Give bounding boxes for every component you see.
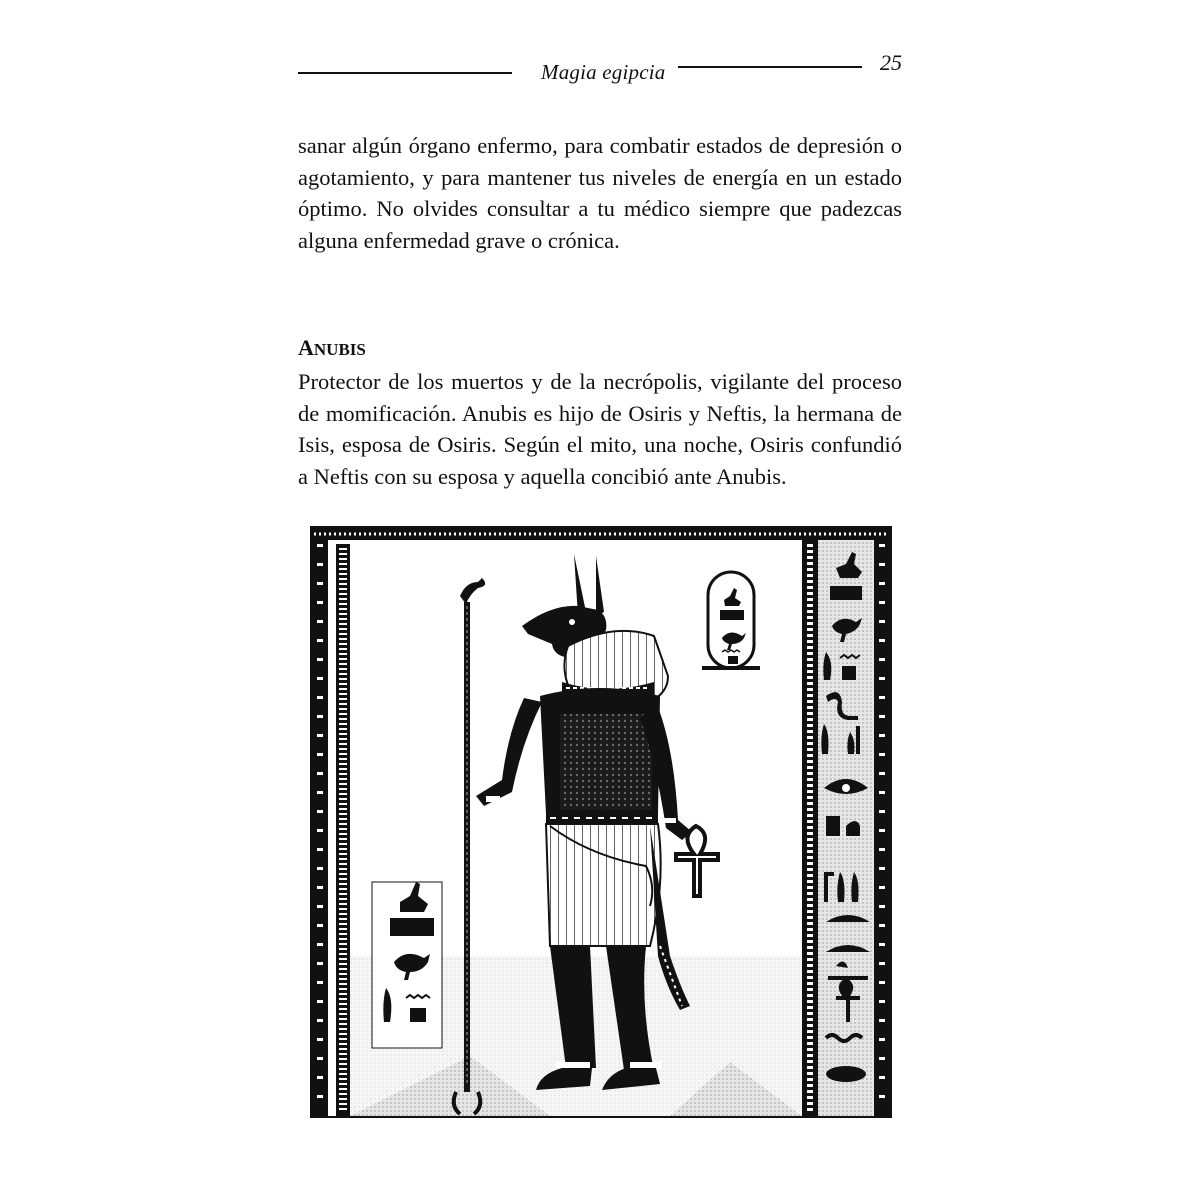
- running-title: Magia egipcia: [541, 60, 666, 84]
- left-column-border: [312, 540, 328, 1116]
- paragraph-1: sanar algún órgano enfermo, para combatir estados de depresión o agotamiento, y para mantener tus niveles de energía en un estado óptimo. No olvides consultar a tu médico siempre que padezcas alguna enfermedad grave o crónica.: [298, 133, 902, 253]
- heading-initial: A: [298, 335, 314, 360]
- anubis-illustration: [310, 526, 892, 1118]
- anubis-figure-icon: [310, 526, 892, 1118]
- header-rule-right: [678, 66, 862, 68]
- paragraph-anubis: Protector de los muertos y de la necrópolis, vigilante del proceso de momificación. Anubis es hijo de Osiris y Neftis, la hermana de Isis, esposa de Osiris. Según el mito, una noche, Osiris confundió a Neftis con su esposa y aquella concibió ante Anubis.: [298, 369, 902, 489]
- page-number: 25: [880, 50, 902, 75]
- heading-small-caps: NUBIS: [313, 340, 366, 359]
- section-heading-anubis: [298, 335, 366, 361]
- right-outer-border: [874, 540, 890, 1116]
- running-head: [298, 50, 904, 90]
- header-rule-left: [298, 72, 512, 74]
